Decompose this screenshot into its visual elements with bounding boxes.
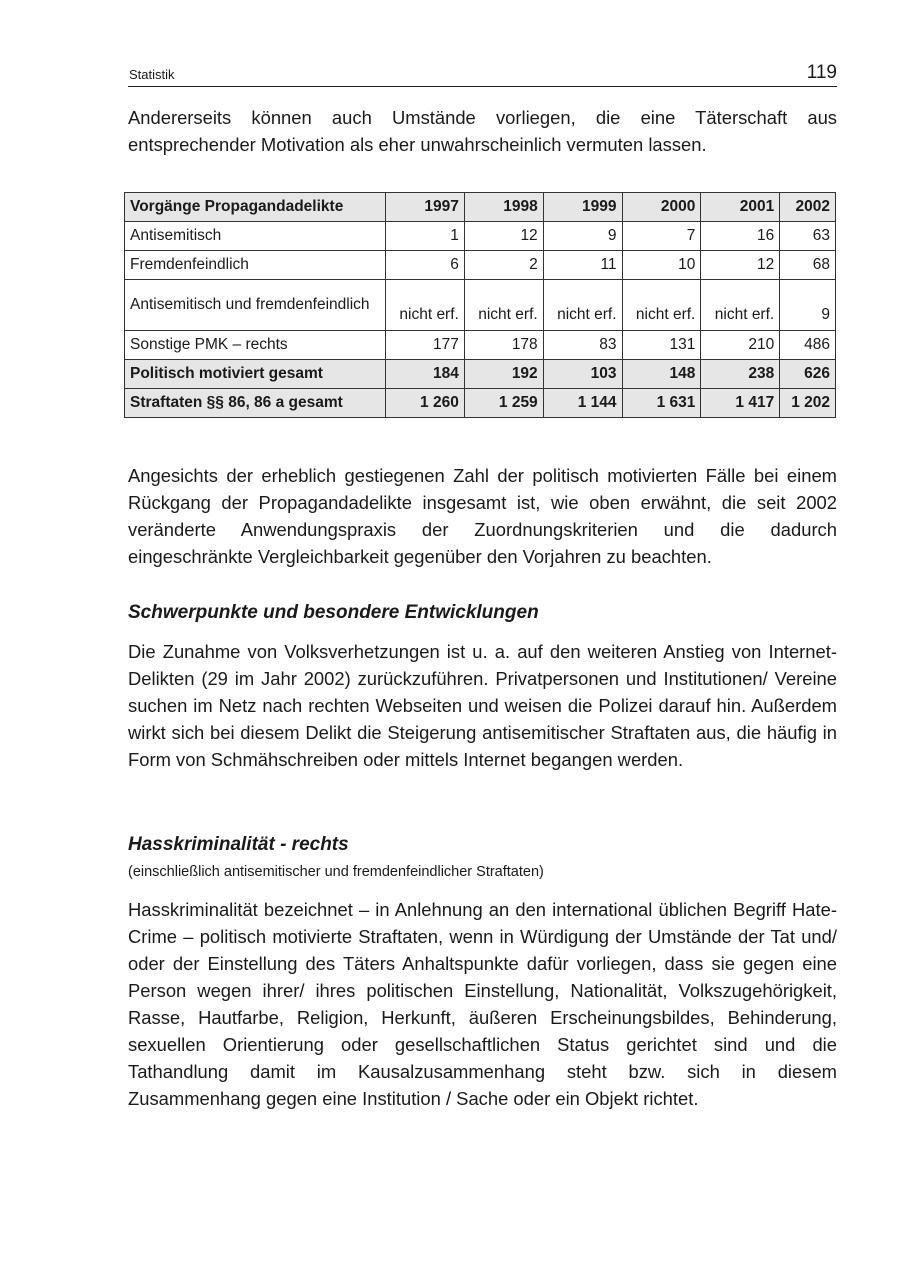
table-total-row — [125, 389, 836, 418]
table-cell: nicht erf. — [464, 280, 543, 331]
table-cell: 1 — [386, 222, 465, 251]
heading-schwerpunkte: Schwerpunkte und besondere Entwicklungen — [128, 602, 539, 623]
table-cell: 184 — [386, 360, 465, 389]
table-cell: 148 — [622, 360, 701, 389]
table-header-year: 2002 — [780, 193, 836, 222]
table-cell: 210 — [701, 331, 780, 360]
table-cell: 2 — [464, 251, 543, 280]
table-cell: 68 — [780, 251, 836, 280]
table-cell: nicht erf. — [622, 280, 701, 331]
heading-note: (einschließlich antisemitischer und fremdenfeindlicher Straftaten) — [128, 864, 544, 880]
table-row — [125, 331, 836, 360]
propaganda-offenses-table — [124, 192, 836, 418]
table-cell: 7 — [622, 222, 701, 251]
section-title: Statistik — [129, 67, 175, 82]
table-cell: 11 — [543, 251, 622, 280]
row-label: Fremdenfeindlich — [125, 251, 386, 280]
row-label: Straftaten §§ 86, 86 a gesamt — [125, 389, 386, 418]
table-cell: 238 — [701, 360, 780, 389]
table-cell: 1 259 — [464, 389, 543, 418]
table-cell: 486 — [780, 331, 836, 360]
table-cell: 192 — [464, 360, 543, 389]
table-header-year: 1998 — [464, 193, 543, 222]
paragraph-hate-crime-definition: Hasskriminalität bezeichnet – in Anlehnung an den international üblichen Begriff Hate-Crime – politisch motivierte Straftaten, wenn in Würdigung der Umstände der Tat und/ oder der Einstellung des Täters Anhaltspunkte dafür vorliegen, dass sie gegen eine Person wegen ihrer/ ihres politischen Einstellung, Nationalität, Volkszugehörigkeit, Rasse, Hautfarbe, Religion, Herkunft, äußeren Erscheinungsbildes, Behinderung, sexuellen Orientierung oder gesellschaftlichen Status gerichtet sind und die Tathandlung damit im Kausalzusammenhang steht bzw. sich in diesem Zusammenhang gegen eine Institution / Sache oder ein Objekt richtet. — [128, 899, 837, 1109]
row-label: Sonstige PMK – rechts — [125, 331, 386, 360]
row-label: Antisemitisch und fremdenfeindlich — [125, 280, 386, 331]
table-cell: 9 — [780, 280, 836, 331]
table-cell: 1 631 — [622, 389, 701, 418]
table-cell: 16 — [701, 222, 780, 251]
table-cell: 177 — [386, 331, 465, 360]
row-label: Antisemitisch — [125, 222, 386, 251]
table-cell: 1 417 — [701, 389, 780, 418]
table-row — [125, 251, 836, 280]
paragraph-volksverhetzung: Die Zunahme von Volksverhetzungen ist u. a. auf den weiteren Anstieg von Internet-Delikten (29 im Jahr 2002) zurückzuführen. Privatpersonen und Institutionen/ Vereine suchen im Netz nach rechten Webseiten und weisen die Polizei darauf hin. Außerdem wirkt sich bei diesem Delikt die Steigerung antisemitischer Straftaten aus, die häufig in Form von Schmähschreiben oder mittels Internet begangen werden. — [128, 641, 837, 770]
page-number: 119 — [806, 62, 837, 83]
row-label: Politisch motiviert gesamt — [125, 360, 386, 389]
table-cell: 63 — [780, 222, 836, 251]
page-header — [128, 60, 837, 87]
table-header-year: 2001 — [701, 193, 780, 222]
table-cell: 83 — [543, 331, 622, 360]
table-cell: nicht erf. — [543, 280, 622, 331]
table-cell: 178 — [464, 331, 543, 360]
table-cell: 1 260 — [386, 389, 465, 418]
table-cell: 9 — [543, 222, 622, 251]
table-cell: 10 — [622, 251, 701, 280]
table-cell: nicht erf. — [386, 280, 465, 331]
table-header-year: 1997 — [386, 193, 465, 222]
table-total-row — [125, 360, 836, 389]
table-cell: 6 — [386, 251, 465, 280]
table-cell: 12 — [701, 251, 780, 280]
table-row — [125, 280, 836, 331]
paragraph-comparability: Angesichts der erheblich gestiegenen Zahl der politisch motivierten Fälle bei einem Rückgang der Propagandadelikte insgesamt ist, wie oben erwähnt, die seit 2002 veränderte Anwendungspraxis der Zuordnungskriterien und die dadurch eingeschränkte Vergleichbarkeit gegenüber den Vorjahren zu beachten. — [128, 465, 837, 567]
heading-hasskriminalitaet: Hasskriminalität - rechts — [128, 834, 349, 855]
table-cell: nicht erf. — [701, 280, 780, 331]
table-cell: 131 — [622, 331, 701, 360]
table-header-label: Vorgänge Propagandadelikte — [125, 193, 386, 222]
table-cell: 626 — [780, 360, 836, 389]
table-header-year: 1999 — [543, 193, 622, 222]
table-cell: 103 — [543, 360, 622, 389]
table-cell: 1 202 — [780, 389, 836, 418]
table-cell: 1 144 — [543, 389, 622, 418]
table-header-row — [125, 193, 836, 222]
intro-paragraph: Andererseits können auch Umstände vorliegen, die eine Täterschaft aus entsprechender Motivation als eher unwahrscheinlich vermuten lassen. — [128, 107, 837, 155]
table-row — [125, 222, 836, 251]
table-cell: 12 — [464, 222, 543, 251]
table-header-year: 2000 — [622, 193, 701, 222]
